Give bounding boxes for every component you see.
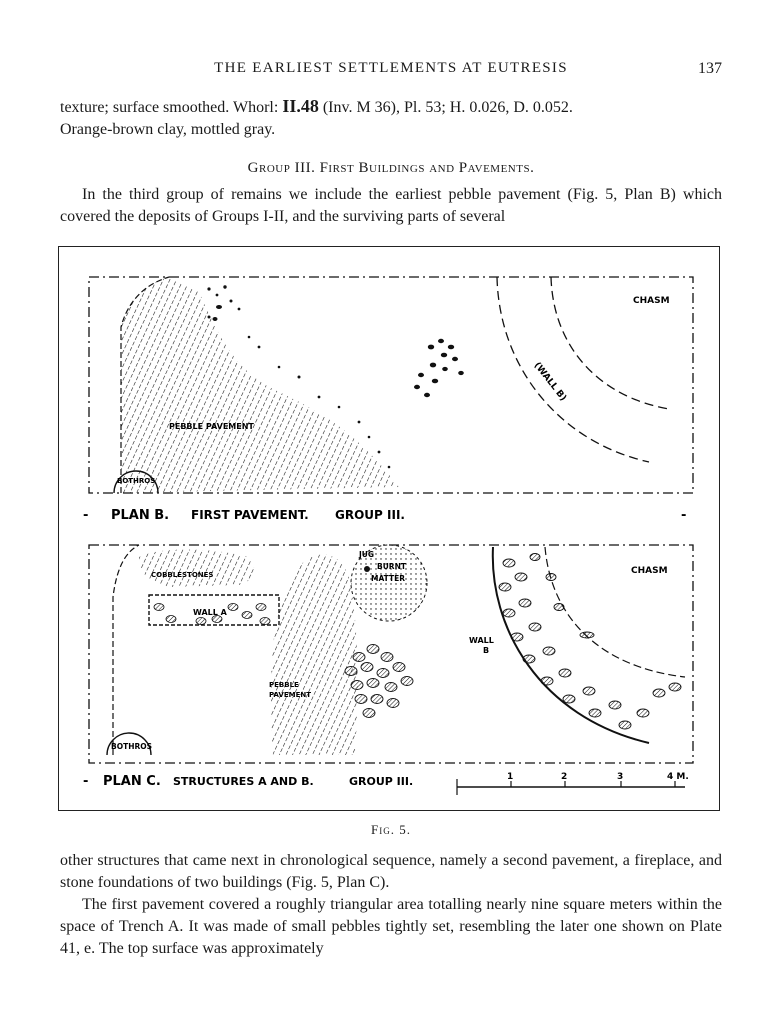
plan-b-caption-plan: PLAN B.	[111, 508, 170, 523]
plan-c-burnt-label: BURNT	[377, 562, 406, 571]
plan-c-caption-plan: PLAN C.	[103, 774, 161, 789]
figure-caption-text: Fig. 5.	[371, 822, 411, 837]
plan-c-wall-a-label: WALL A	[193, 608, 227, 617]
plan-c-matter-label: MATTER	[371, 574, 405, 583]
plan-c-jug-marker	[364, 566, 370, 572]
intro-text-post: (Inv. M 36), Pl. 53; H. 0.026, D. 0.052.	[318, 99, 573, 116]
paragraph-1-text: In the third group of remains we include the earliest pebble pavement (Fig. 5, Plan B) which covered the deposits of Groups I-II, and the surviving parts of several	[60, 186, 722, 225]
catalog-number: II.48	[282, 96, 319, 116]
scale-tick-3: 3	[617, 772, 624, 782]
plan-c-pavement-label: PAVEMENT	[269, 691, 312, 699]
plan-b-bothros-label: BOTHROS	[117, 477, 156, 485]
scale-bar	[457, 772, 689, 795]
page-number: 137	[698, 60, 722, 77]
plan-c-wall-b-stones	[499, 554, 681, 730]
intro-line2: Orange-brown clay, mottled gray.	[60, 121, 276, 138]
plan-c-bothros-label: BOTHROS	[111, 742, 153, 751]
plan-c-wall-b-label: B	[483, 646, 490, 655]
svg-text:-: -	[83, 774, 89, 789]
plan-b-chasm-label: CHASM	[633, 296, 670, 306]
paragraph-1	[60, 184, 722, 228]
intro-paragraph	[60, 95, 722, 141]
plan-c-cobblestones-label: COBBLESTONES	[151, 571, 214, 579]
paragraph-2-text: other structures that came next in chronological sequence, namely a second pavement, a fireplace, and stone foundations of two buildings (Fig. 5, Plan C).	[60, 852, 722, 891]
plan-b-caption-group: GROUP III.	[335, 508, 405, 522]
plan-c-chasm-label: CHASM	[631, 566, 668, 576]
figure-5	[58, 246, 720, 811]
plan-c-jug-label: JUG	[359, 550, 375, 559]
svg-text:-: -	[83, 508, 89, 523]
intro-text-pre: texture; surface smoothed. Whorl:	[60, 99, 283, 116]
plan-c-wall-label: WALL	[469, 636, 494, 645]
plan-b-caption	[83, 508, 686, 523]
section-heading-text: Group III. First Buildings and Pavements.	[247, 160, 535, 176]
figure-caption	[60, 822, 722, 838]
plan-b-wall-b-outer	[497, 277, 649, 462]
paragraph-3-text: The first pavement covered a roughly triangular area totalling nearly nine square meters within the space of Trench A. It was made of small pebbles tightly set, resembling the later one shown on Plate 41, e. The top surface was approximately	[60, 896, 722, 957]
running-header	[60, 60, 722, 82]
plan-c-pebble-pavement	[271, 555, 358, 756]
plan-c-pavement-edge	[113, 545, 139, 755]
plan-c	[89, 545, 693, 763]
plan-c-caption-title: STRUCTURES A AND B.	[173, 775, 314, 788]
plan-c-caption-group: GROUP III.	[349, 775, 414, 788]
section-heading	[60, 160, 722, 177]
plan-c-caption	[83, 774, 413, 789]
plan-b-pavement-label: PEBBLE PAVEMENT	[169, 422, 254, 431]
plan-c-pebble-label: PEBBLE	[269, 681, 299, 689]
scale-tick-1: 1	[507, 772, 514, 782]
plan-b-wall-label: (WALL B)	[531, 360, 568, 404]
plan-b-caption-title: FIRST PAVEMENT.	[191, 508, 309, 522]
plan-b-pebble-pavement	[121, 277, 399, 493]
scale-tick-4: 4 M.	[667, 772, 689, 782]
svg-text:-: -	[681, 508, 687, 523]
figure-drawing	[59, 247, 721, 812]
running-title: THE EARLIEST SETTLEMENTS AT EUTRESIS	[214, 60, 568, 76]
paragraph-2	[60, 850, 722, 894]
scale-tick-2: 2	[561, 772, 568, 782]
paragraph-3	[60, 894, 722, 960]
plan-c-cobblestones	[139, 550, 254, 588]
plan-b	[89, 277, 693, 493]
